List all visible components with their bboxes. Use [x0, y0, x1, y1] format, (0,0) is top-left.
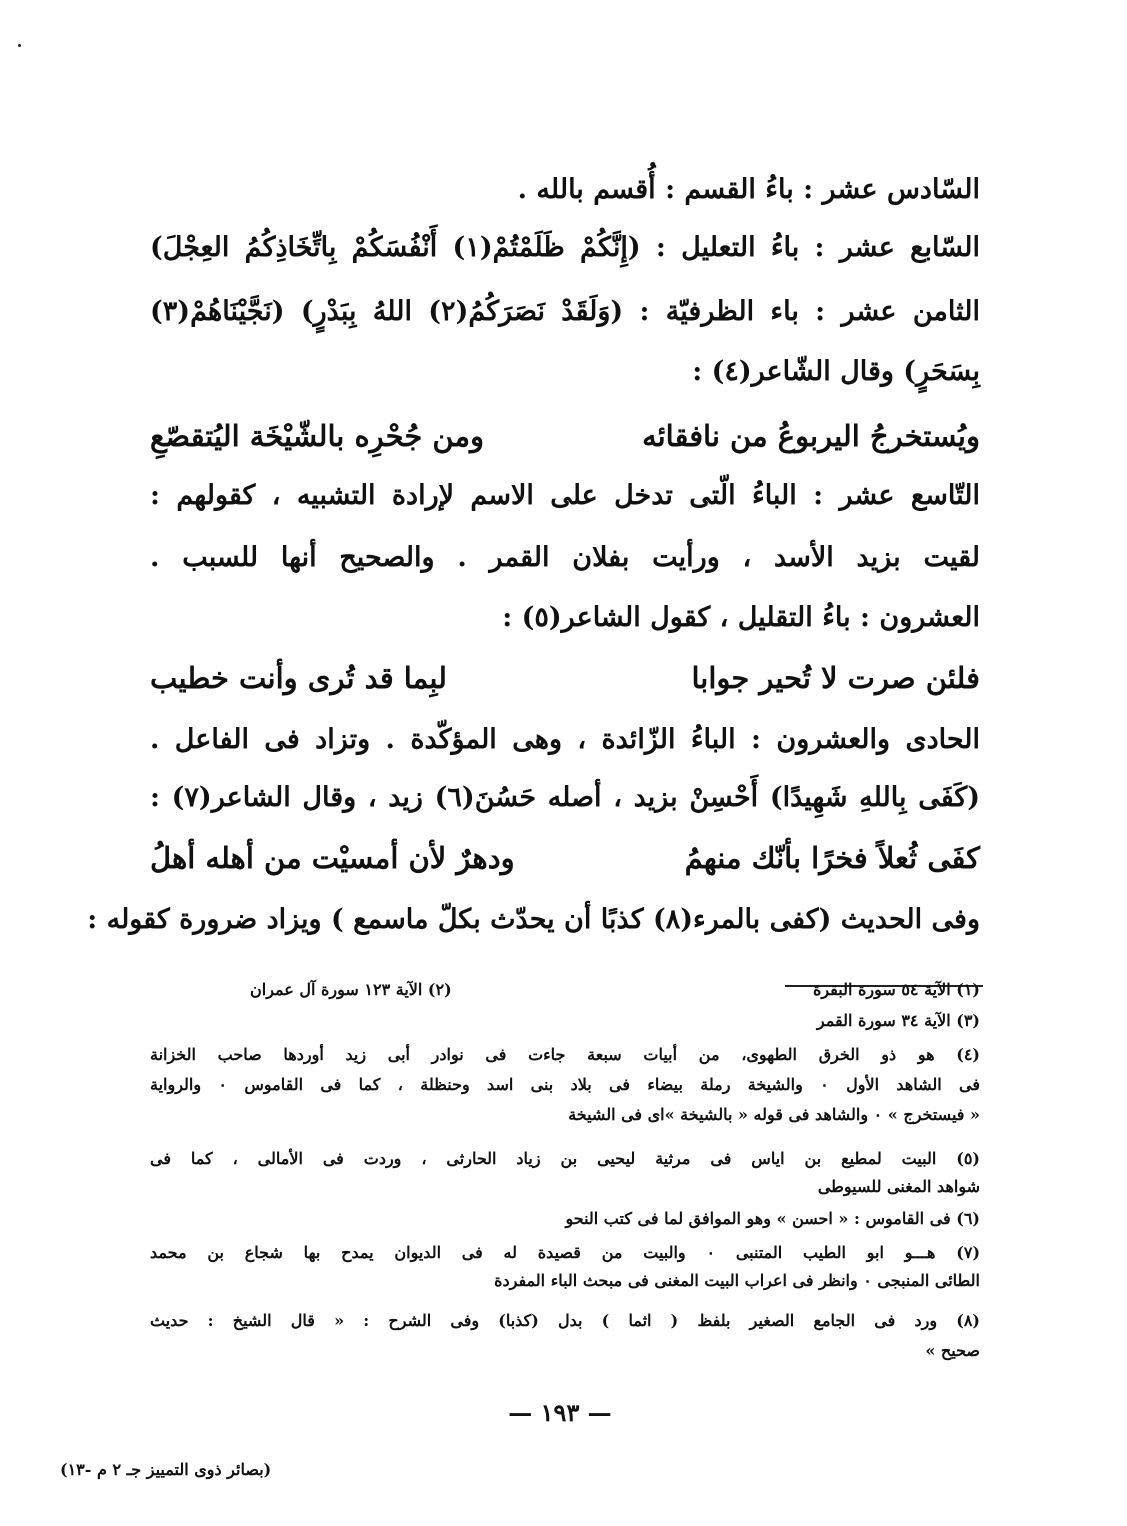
text-line: وفى الحديث (كفى بالمرء(٨) كذبًا أن يحدّث بكلّ ماسمع ) ويزاد ضرورة كقوله :: [87, 904, 980, 935]
footnote-1: (١) الآية ٥٤ سورة البقرة: [812, 980, 980, 999]
footnote-5-line: شواهد المغنى للسيوطى: [817, 1177, 980, 1196]
scan-speck: [18, 44, 21, 47]
verse-hemistich-first: ويُستخرجُ اليربوعُ من نافقائه: [642, 419, 980, 453]
footnote-4-line: فى الشاهد الأول ٠ والشيخة رملة بيضاء فى بلاد بنى اسد وحنظلة ، كما فى القاموس ٠ والرواية: [150, 1075, 980, 1094]
text-line: (كَفَى بِاللهِ شَهِيدًا) أَحْسِنْ بزيد ، أصله حَسُنَ(٦) زيد ، وقال الشاعر(٧) :: [150, 782, 980, 813]
text-line: التّاسع عشر : الباءُ الّتى تدخل على الاسم لإرادة التشبيه ، كقولهم :: [150, 480, 980, 511]
text-line: السّادس عشر : باءُ القسم : أُقسم بالله .: [517, 174, 980, 205]
verse-hemistich-second: ودهرٌ لأن أمسيْت من أهله أهلُ: [150, 841, 515, 875]
text-line: لقيت بزيد الأسد ، ورأيت بفلان القمر . والصحيح أنها للسبب .: [150, 542, 980, 573]
verse-1: [150, 414, 980, 458]
footnote-8-line: صحيح »: [925, 1341, 980, 1360]
footnote-4-line: « فيستخرج » ٠ والشاهد فى قوله « بالشيخة »اى فى الشيخة: [568, 1105, 980, 1124]
page-number: — ١٩٣ —: [508, 1398, 612, 1427]
footnote-7-line: الطائى المنبجى ٠ وانظر فى اعراب البيت المغنى فى مبحث الباء المفردة: [494, 1271, 980, 1290]
text-line: السّابع عشر : باءُ التعليل : (إِنَّكُمْ ظَلَمْتُمْ(١) أَنْفُسَكُمْ بِاتِّخَاذِكُمُ العِجْلَ): [150, 232, 980, 263]
footnote-8-line: (٨) ورد فى الجامع الصغير بلفظ ( اثما ) بدل (كذبا) وفى الشرح : « قال الشيخ : حديث: [150, 1311, 980, 1330]
text-line: الحادى والعشرون : الباءُ الزّائدة ، وهى المؤكّدة . وتزاد فى الفاعل .: [150, 724, 980, 755]
verse-hemistich-first: فلئن صرت لا تُحير جوابا: [691, 661, 980, 695]
footnote-4-line: (٤) هو ذو الخرق الطهوى، من أبيات سبعة جاءت فى نوادر أبى زيد أوردها صاحب الخزانة: [150, 1045, 980, 1064]
verse-hemistich-second: لبِما قد تُرى وأنت خطيب: [150, 661, 447, 695]
text-line: العشرون : باءُ التقليل ، كقول الشاعر(٥) :: [502, 602, 980, 633]
verse-hemistich-first: كفَى ثُعلاً فخرًا بأنّك منهمُ: [684, 841, 980, 875]
verse-3: [150, 836, 980, 880]
verse-2: [150, 656, 980, 700]
text-line: بِسَحَرٍ) وقال الشّاعر(٤) :: [692, 356, 980, 387]
footnote-7-line: (٧) هـــو ابو الطيب المتنبى ٠ والبيت من قصيدة له فى الديوان يمدح بها شجاع بن محمد: [150, 1243, 981, 1262]
footnote-3: (٣) الآية ٣٤ سورة القمر: [816, 1011, 980, 1030]
footnote-5-line: (٥) البيت لمطيع بن اياس فى مرثية ليحيى بن زياد الحارثى ، وردت فى الأمالى ، كما فى: [150, 1149, 980, 1168]
footnote-1-2: [150, 978, 980, 1002]
footnote-2: (٢) الآية ١٢٣ سورة آل عمران: [250, 980, 452, 999]
signature-mark: (بصائر ذوى التمييز جـ ٢ م -١٣): [60, 1460, 272, 1479]
text-line: الثامن عشر : باء الظرفيّة : (وَلَقَدْ نَصَرَكُمُ(٢) اللهُ بِبَدْرٍ) (نَجَّيْنَاهُمْ(٣): [150, 296, 980, 327]
verse-hemistich-second: ومن جُحْرِه بالشّيْخَة اليُتقصّعِ: [150, 419, 485, 453]
footnote-6: (٦) فى القاموس : « احسن » وهو الموافق لما فى كتب النحو: [565, 1209, 980, 1228]
